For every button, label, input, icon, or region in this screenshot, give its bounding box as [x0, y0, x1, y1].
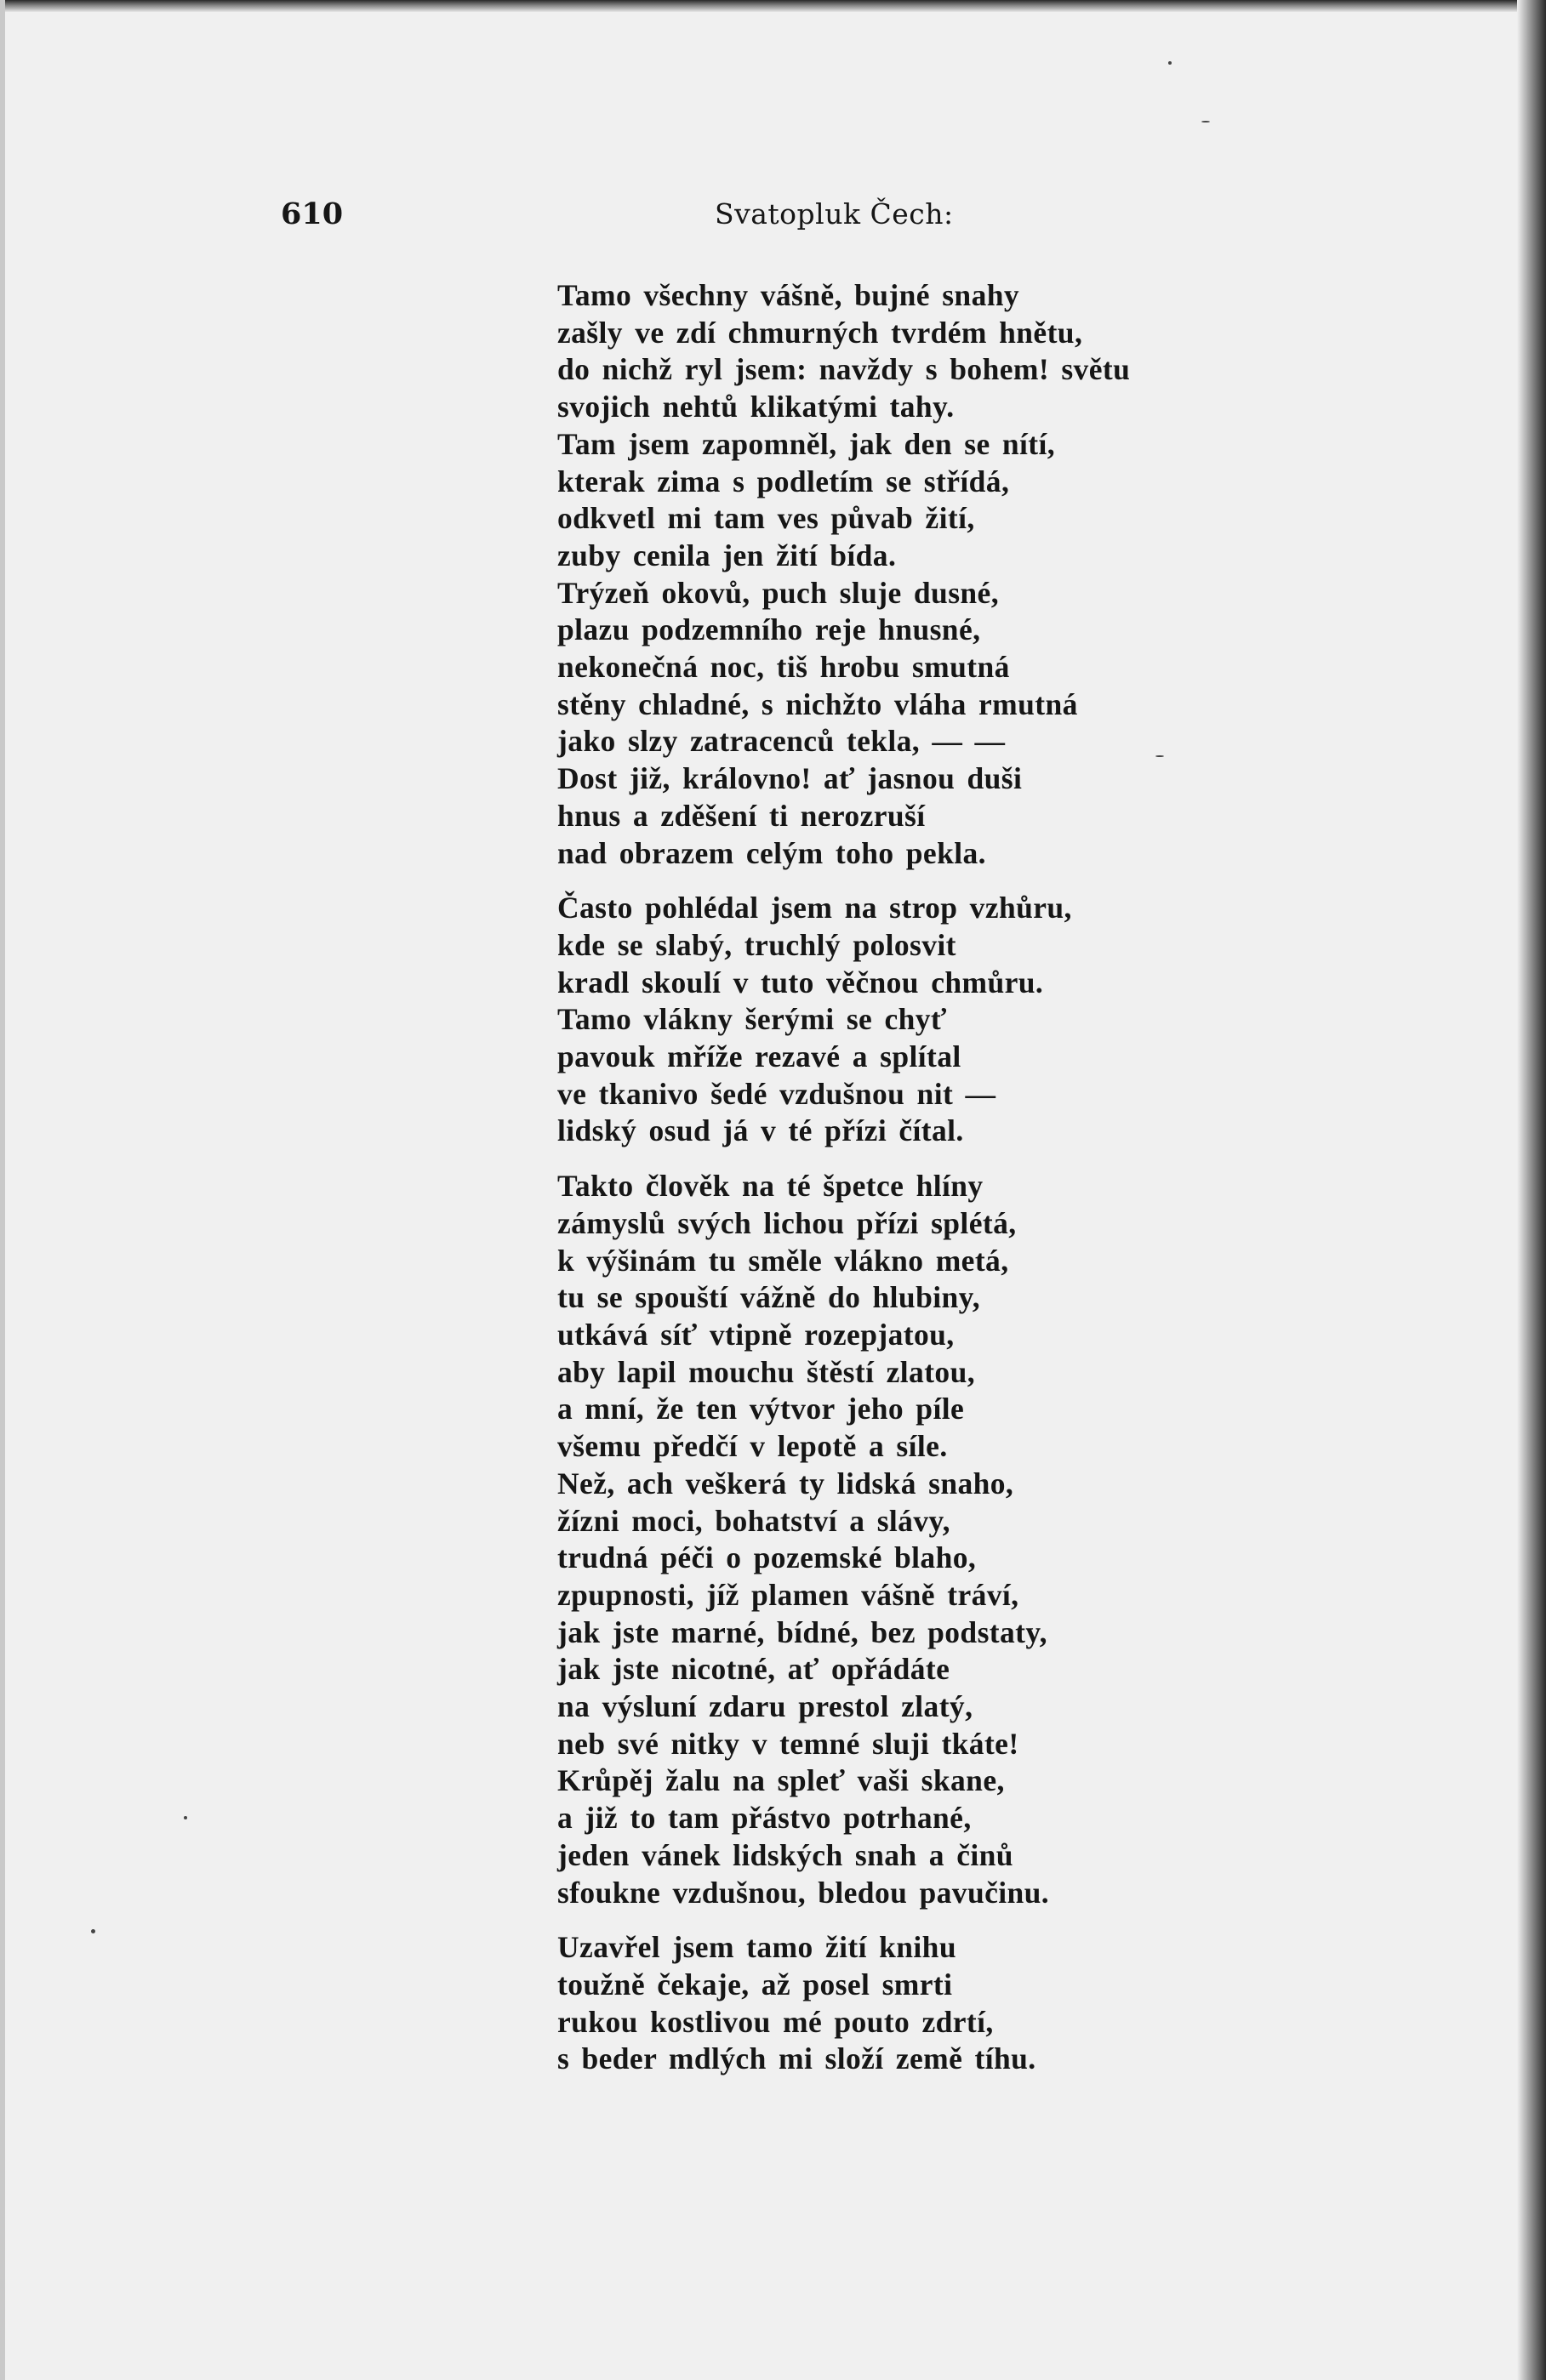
scan-speck: [1201, 121, 1210, 122]
poem-line: jako slzy zatracenců tekla, — —: [557, 724, 1006, 759]
poem-line: jak jste marné, bídné, bez podstaty,: [557, 1614, 1047, 1649]
scan-speck: [91, 1929, 95, 1933]
poem-line: jeden vánek lidských snah a činů: [557, 1837, 1013, 1872]
poem-line: svojich nehtů klikatými tahy.: [557, 390, 955, 424]
scan-speck: [1168, 61, 1172, 65]
poem-line: tu se spouští vážně do hlubiny,: [557, 1280, 981, 1315]
poem-line: Často pohlédal jsem na strop vzhůru,: [557, 891, 1072, 925]
poem-line: kradl skoulí v tuto věčnou chmůru.: [557, 965, 1044, 999]
poem-line: aby lapil mouchu štěstí zlatou,: [557, 1354, 975, 1389]
scan-speck: [184, 1816, 187, 1819]
poem-body: [557, 277, 1238, 2078]
poem-line: ve tkanivo šedé vzdušnou nit —: [557, 1076, 996, 1111]
poem-line: zuby cenila jen žití bída.: [557, 538, 897, 572]
poem-line: kde se slabý, truchlý polosvit: [557, 927, 956, 962]
poem-line: žízni moci, bohatství a slávy,: [557, 1503, 950, 1538]
scan-top-edge: [0, 0, 1546, 12]
poem-line: k výšinám tu směle vlákno metá,: [557, 1243, 1009, 1278]
poem-line: zpupnosti, jíž plamen vášně tráví,: [557, 1577, 1019, 1612]
scan-speck: [1155, 755, 1164, 757]
poem-line: Tamo všechny vášně, bujné snahy: [557, 278, 1020, 312]
poem-line: trudná péči o pozemské blaho,: [557, 1540, 977, 1575]
poem-line: do nichž ryl jsem: navždy s bohem! světu: [557, 352, 1131, 387]
poem-line: Tamo vlákny šerými se chyť: [557, 1002, 947, 1037]
poem-line: s beder mdlých mi složí země tíhu.: [557, 2041, 1036, 2076]
poem-line: pavouk mříže rezavé a splítal: [557, 1039, 961, 1074]
poem-line: toužně čekaje, až posel smrti: [557, 1967, 953, 2001]
poem-line: a již to tam přástvo potrhané,: [557, 1801, 972, 1836]
scan-right-edge: [1517, 0, 1546, 2380]
poem-line: Uzavřel jsem tamo žití knihu: [557, 1930, 956, 1965]
poem-line: zámyslů svých lichou přízi splétá,: [557, 1205, 1017, 1240]
poem-line: zašly ve zdí chmurných tvrdém hnětu,: [557, 315, 1083, 350]
poem-line: odkvetl mi tam ves půvab žití,: [557, 501, 975, 536]
poem-line: stěny chladné, s nichžto vláha rmutná: [557, 686, 1078, 721]
stanza-2: [557, 890, 1238, 1150]
stanza-3: [557, 1168, 1238, 1911]
poem-line: jak jste nicotné, ať opřádáte: [557, 1652, 950, 1687]
poem-line: utkává síť vtipně rozepjatou,: [557, 1317, 955, 1352]
poem-line: a mní, že ten výtvor jeho píle: [557, 1392, 965, 1426]
poem-line: nad obrazem celým toho pekla.: [557, 835, 986, 870]
page-number: 610: [281, 196, 344, 231]
running-head: Svatopluk Čech:: [715, 197, 954, 231]
stanza-4: [557, 1929, 1238, 2078]
poem-line: Tam jsem zapomněl, jak den se nítí,: [557, 426, 1056, 461]
poem-line: Takto člověk na té špetce hlíny: [557, 1169, 984, 1204]
poem-line: hnus a zděšení ti nerozruší: [557, 798, 926, 833]
poem-line: lidský osud já v té přízi čítal.: [557, 1113, 964, 1148]
poem-line: plazu podzemního reje hnusné,: [557, 612, 981, 647]
poem-line: nekonečná noc, tiš hrobu smutná: [557, 650, 1010, 685]
poem-line: rukou kostlivou mé pouto zdrtí,: [557, 2004, 994, 2039]
stanza-1: [557, 277, 1238, 872]
poem-line: Trýzeň okovů, puch sluje dusné,: [557, 575, 999, 610]
poem-line: na výsluní zdaru prestol zlatý,: [557, 1689, 973, 1724]
poem-line: všemu předčí v lepotě a síle.: [557, 1429, 948, 1464]
poem-line: Krůpěj žalu na spleť vaši skane,: [557, 1763, 1005, 1798]
poem-line: neb své nitky v temné sluji tkáte!: [557, 1726, 1019, 1761]
poem-line: Než, ach veškerá ty lidská snaho,: [557, 1466, 1014, 1500]
poem-line: Dost již, královno! ať jasnou duši: [557, 761, 1023, 796]
poem-line: sfoukne vzdušnou, bledou pavučinu.: [557, 1875, 1050, 1910]
page-header: [281, 194, 1183, 235]
poem-line: kterak zima s podletím se střídá,: [557, 464, 1010, 498]
scan-left-edge: [0, 0, 5, 2380]
